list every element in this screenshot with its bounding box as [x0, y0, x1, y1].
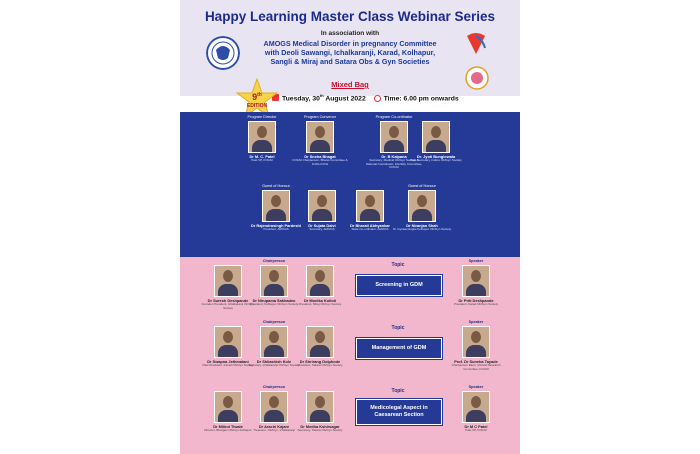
- chairperson-2-2: Chairperson Dr Shilashish Kole Secretary, Ichalkaranji Ob/Gyn Society: [248, 320, 300, 367]
- program-convenor: Program Convenor Dr Sneha Bhagat FOGSI Chairperson, Bharat Committee & ICOG-ICOG: [292, 115, 348, 166]
- person-photo: [306, 391, 334, 423]
- committee-seal-logo: [465, 66, 489, 90]
- topic-box-3: Medicolegal Aspect in Caesarean Section: [356, 399, 442, 425]
- edition-number: 9th: [252, 92, 262, 102]
- speaker-2: Speaker Prof. Dr Suneha Tayade Chairperson Elect, Clinical Research Committee, FOGSI: [451, 320, 501, 371]
- person-photo: [214, 391, 242, 423]
- person-photo: [214, 326, 242, 358]
- sessions-panel: [180, 257, 520, 454]
- person-photo: [306, 265, 334, 297]
- amogs-logo: [206, 36, 240, 70]
- person-photo: [462, 326, 490, 358]
- program-director: Program Director Dr M. C. Patel Past VP, FOGSI: [247, 115, 277, 162]
- chairperson-1-3: Dr Monika Kolloti President, Miraj Ob/Gyn Society: [290, 259, 350, 307]
- person-photo: [308, 190, 336, 222]
- chairperson-1-2: Chairperson Dr Nirupama Sakhadeo President, Kolhapur Ob/Gyn Society: [249, 259, 299, 306]
- guest-of-honour-1: Guest of Honour Dr Rajendrasingh Pardeshi President, AMOGS: [251, 184, 301, 231]
- topic-label-2: Topic: [391, 325, 405, 331]
- guest-of-honour-3: Dr Bharati Abhyankar State Co-ordinator, AMOGS: [340, 184, 400, 232]
- program-coordinator-1: Program Co-ordinator Dr. B Kalpana Secretary, Medical Ob/Gyn Society & National Coordinator, Infertility Committee, FOGSI: [365, 115, 423, 170]
- person-photo: [260, 326, 288, 358]
- person-photo: [260, 391, 288, 423]
- topic-box-2: Management of GDM: [356, 338, 442, 359]
- person-photo: [248, 121, 276, 153]
- person-photo: [462, 265, 490, 297]
- speaker-1: Speaker Dr Priti Deshpande President, Karad Ob/Gyn Society: [453, 259, 499, 306]
- date-time-line: Tuesday, 30th August 2022 Time: 6.00 pm onwards: [272, 93, 502, 102]
- webinar-poster: [180, 0, 520, 454]
- poster-title: Happy Learning Master Class Webinar Series: [204, 9, 496, 24]
- fogsi-logo: [463, 30, 489, 56]
- edition-word: EDITION: [246, 103, 268, 109]
- person-photo: [262, 190, 290, 222]
- organizers-text: AMOGS Medical Disorder in pregnancy Committee with Deoli Sawangi, Ichalkaranji, Karad, Kolhapur, Sangli & Miraj and Satara Obs & Gyn Societies: [263, 39, 437, 66]
- person-photo: [214, 265, 242, 297]
- guest-of-honour-4: Guest of Honour Dr Niranjan Shah Sr. Gynaecologist Kolhapur Ob/Gyn Society: [392, 184, 452, 231]
- association-text: In association with: [320, 30, 380, 37]
- guest-of-honour-2: Dr Sujata Dalvi Secretary, AMOGS: [292, 184, 352, 232]
- clock-icon: [374, 95, 381, 102]
- speaker-3: Speaker Dr M C Patel Past VP, FOGSI: [446, 385, 506, 433]
- chairperson-2-3: Dr Shrirang Dolphode President, Satara Ob/Gyn Society: [290, 320, 350, 368]
- chairperson-2-1: Dr Swapna Jethmalani Past President, Karad Ob/Gyn Society: [198, 320, 258, 368]
- mixed-bag-label: Mixed Bag: [331, 80, 369, 89]
- person-photo: [356, 190, 384, 222]
- person-photo: [462, 391, 490, 423]
- person-photo: [306, 121, 334, 153]
- chairperson-3-3: Dr Medha Kshirsagar Secretary, Satara Ob/Gyn Society: [290, 385, 350, 433]
- person-photo: [408, 190, 436, 222]
- person-photo: [306, 326, 334, 358]
- chairperson-3-1: Dr Milind Tiwale Director, Bhargav Ob/Gyn Kolhapur: [198, 385, 258, 433]
- organizing-team-panel: [180, 112, 520, 257]
- person-photo: [422, 121, 450, 153]
- topic-label-3: Topic: [391, 388, 405, 394]
- chairperson-3-2: Chairperson Dr Arachi Kajare Treasurer, Ob/Gyn, Ichalkaranji: [253, 385, 295, 432]
- person-photo: [380, 121, 408, 153]
- program-coordinator-2: Dr. Jyoti Bunglowala Past Secretary, Indore Ob/Gyn Society: [406, 115, 466, 163]
- chairperson-1-1: Dr Suresh Deshpande Founder President, Ichalkaranji Ob/Gyn Society: [198, 259, 258, 310]
- topic-label-1: Topic: [391, 262, 405, 268]
- topic-box-1: Screening in GDM: [356, 275, 442, 296]
- person-photo: [260, 265, 288, 297]
